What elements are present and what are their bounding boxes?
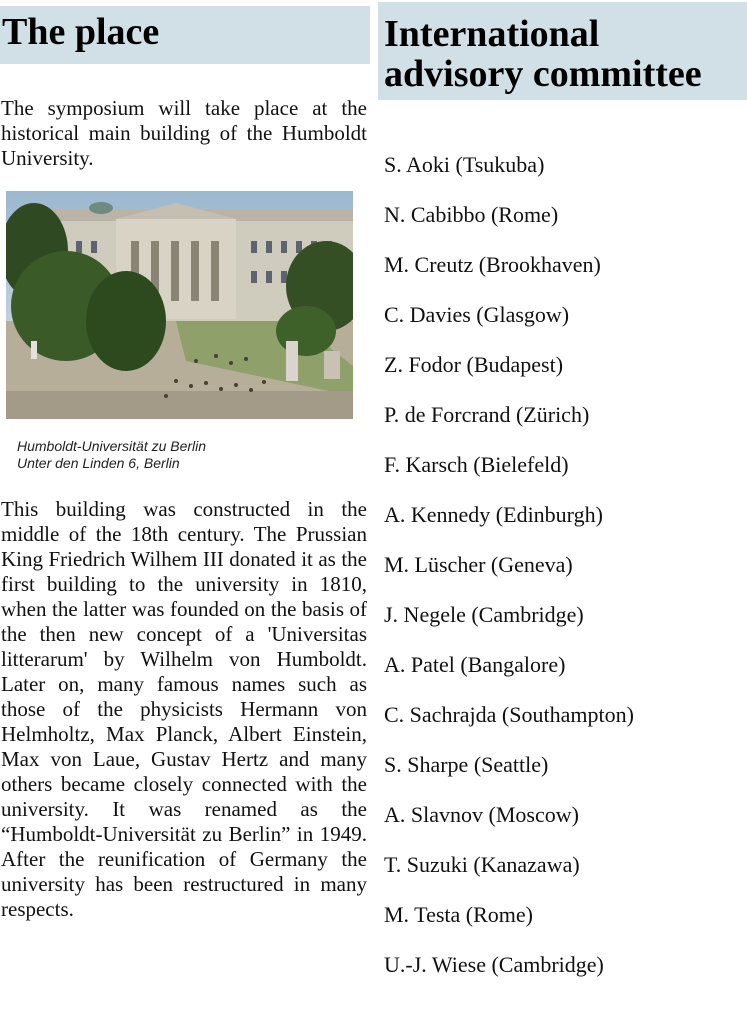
committee-member: A. Patel (Bangalore) <box>384 652 566 677</box>
committee-member: P. de Forcrand (Zürich) <box>384 402 590 427</box>
committee-member: C. Davies (Glasgow) <box>384 302 570 327</box>
caption-line-1: Humboldt-Universität zu Berlin <box>17 438 207 454</box>
committee-member: U.-J. Wiese (Cambridge) <box>384 952 604 977</box>
committee-member: M. Testa (Rome) <box>384 902 533 927</box>
committee-member: Z. Fodor (Budapest) <box>384 352 564 377</box>
place-heading: The place <box>0 6 370 64</box>
university-building-photo <box>6 191 353 419</box>
committee-member: M. Creutz (Brookhaven) <box>384 252 601 277</box>
caption-line-2: Unter den Linden 6, Berlin <box>17 455 180 471</box>
committee-member: S. Sharpe (Seattle) <box>384 752 549 777</box>
committee-member: A. Kennedy (Edinburgh) <box>384 502 603 527</box>
committee-member: J. Negele (Cambridge) <box>384 602 584 627</box>
committee-member: T. Suzuki (Kanazawa) <box>384 852 580 877</box>
committee-heading: International advisory committee <box>378 2 747 100</box>
committee-list <box>378 140 747 990</box>
committee-member: A. Slavnov (Moscow) <box>384 802 579 827</box>
committee-member: M. Lüscher (Geneva) <box>384 552 573 577</box>
place-history: This building was constructed in the middle of the 18th century. The Prussian King Friedrich Wilhem III donated it as the first building to the university in 1810, when the latter was founded on the basis of the then new concept of a 'Universitas litterarum' by Wilhelm von Humboldt. Later on, many famous names such as those of the physicists Hermann von Helmholtz, Max Planck, Albert Einstein, Max von Laue, Gustav Hertz and many others became closely connected with the university. It was renamed as the “Humboldt-Universität zu Berlin” in 1949. After the reunification of Germany the university has been restructured in many respects. <box>1 497 367 921</box>
photo-caption <box>17 438 370 472</box>
committee-member: S. Aoki (Tsukuba) <box>384 152 545 177</box>
place-intro: The symposium will take place at the historical main building of the Humboldt University. <box>1 96 367 170</box>
committee-member: F. Karsch (Bielefeld) <box>384 452 569 477</box>
committee-member: C. Sachrajda (Southampton) <box>384 702 634 727</box>
place-column <box>0 0 370 922</box>
committee-column <box>378 0 747 990</box>
committee-member: N. Cabibbo (Rome) <box>384 202 559 227</box>
